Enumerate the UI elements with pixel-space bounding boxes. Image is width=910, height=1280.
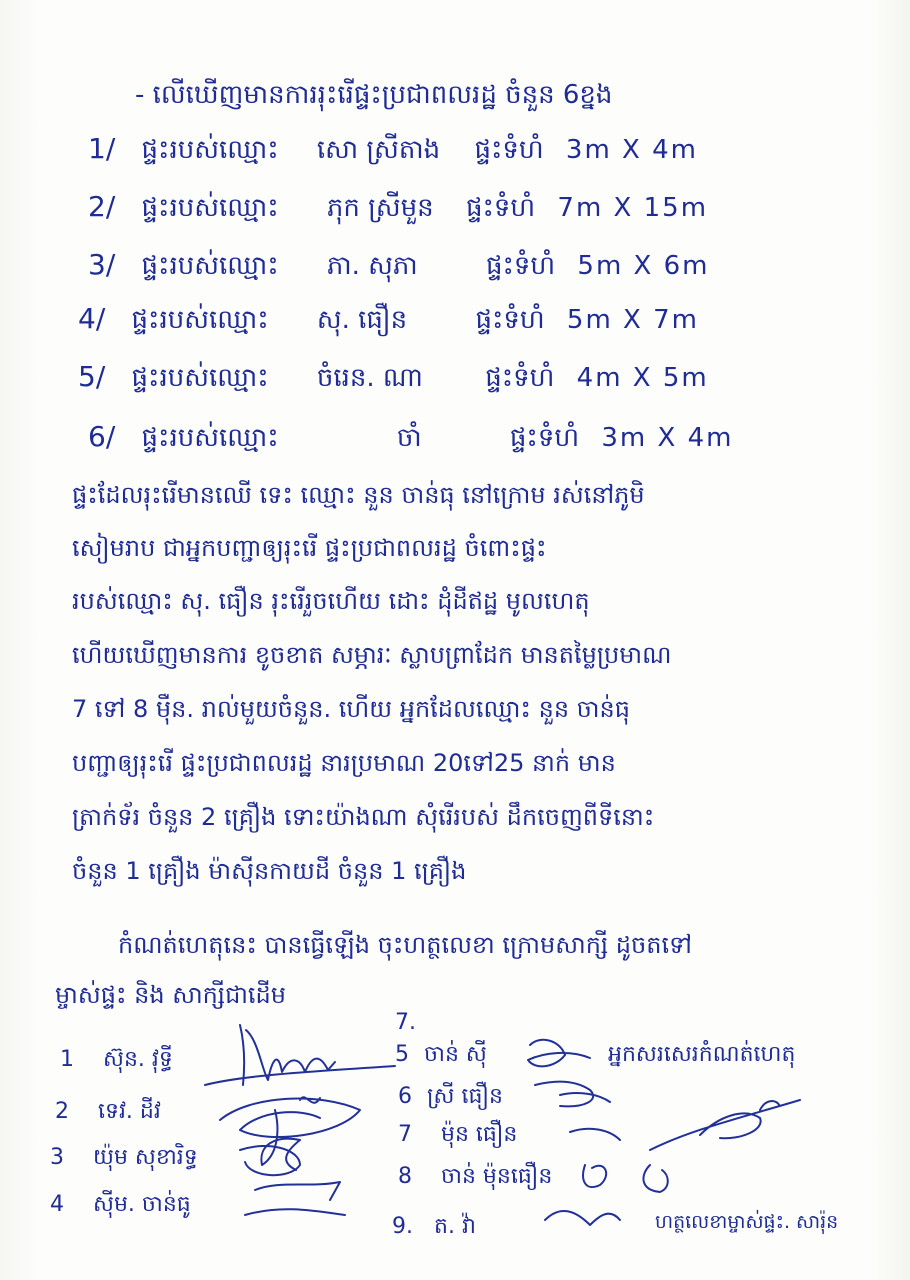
row-index: 5/ xyxy=(78,360,106,393)
report-title: - លើឃើញមានការរុះរើផ្ទះប្រជាពលរដ្ឋ ចំនួន 6ខ្នង xyxy=(135,80,613,110)
house-size: 7m X 15m xyxy=(557,193,709,223)
house-size: 3m X 4m xyxy=(601,423,734,453)
row-index: 6/ xyxy=(88,420,116,453)
owner-name: ភុក ស្រីមួន xyxy=(326,193,434,223)
witness-index: 9. xyxy=(392,1214,413,1239)
paragraph-line: ចំនួន 1 គ្រឿង ម៉ាស៊ីនកាយដី ចំនួន 1 គ្រឿង xyxy=(72,857,467,885)
house-size: 5m X 6m xyxy=(577,251,710,281)
size-label: ផ្ទះទំហំ xyxy=(474,135,544,165)
house-size: 5m X 7m xyxy=(566,305,700,335)
owner-name: សោ ស្រីតាង xyxy=(316,135,441,165)
witness-index: 6 xyxy=(398,1084,412,1109)
paragraph-line: 7 ទៅ 8 ម៉ឺន. រាល់មួយចំនួន. ហើយ អ្នកដែលឈ្មោះ នួន ចាន់ធុ xyxy=(72,695,630,723)
signature-3 xyxy=(240,1146,345,1215)
witness-name: ស្រី ធឿន xyxy=(427,1084,503,1109)
row-label: ផ្ទះរបស់ឈ្មោះ xyxy=(141,423,279,453)
signature-9 xyxy=(545,1211,620,1225)
paragraph-line: ហើយឃើញមានការ ខូចខាត សម្ភារៈ ស្លាបព្រាដែក មានតម្លៃប្រមាណ xyxy=(72,641,672,669)
row-index: 3/ xyxy=(88,248,116,281)
witness-name: ស៊ុន. វុទ្ធី xyxy=(103,1047,173,1072)
witness-index: 2 xyxy=(55,1099,69,1124)
row-label: ផ្ទះរបស់ឈ្មោះ xyxy=(131,363,269,393)
witness-name: ត. វ៉ា xyxy=(434,1214,476,1239)
signature-1 xyxy=(205,1025,395,1085)
row-label: ផ្ទះរបស់ឈ្មោះ xyxy=(141,135,279,165)
note-owner: ហត្ថលេខាម្ចាស់ផ្ទះ. សារ៉ុន xyxy=(655,1211,839,1233)
row-label: ផ្ទះរបស់ឈ្មោះ xyxy=(141,251,279,281)
row-index: 4/ xyxy=(78,302,106,335)
witness-index: 4 xyxy=(50,1192,64,1217)
size-label: ផ្ទះទំហំ xyxy=(485,251,556,281)
size-label: ផ្ទះទំហំ xyxy=(485,363,555,393)
witness-index: 5 xyxy=(395,1042,409,1067)
owner-name: សុ. ធឿន xyxy=(316,305,408,335)
stray-mark: 7. xyxy=(395,1010,416,1035)
row-label: ផ្ទះរបស់ឈ្មោះ xyxy=(131,305,269,335)
paragraph-line: ត្រាក់ទ័រ ចំនួន 2 គ្រឿង ទោះយ៉ាងណា សុំរើរបស់ ដឹកចេញពីទីនោះ xyxy=(72,803,655,831)
signature-7 xyxy=(583,1165,668,1192)
size-label: ផ្ទះទំហំ xyxy=(475,305,545,335)
witness-name: ទេវ. ដីវ xyxy=(98,1099,161,1124)
paragraph-line: បញ្ជាឲ្យរុះរើ ផ្ទះប្រជាពលរដ្ឋ នារប្រមាណ 20ទៅ25 នាក់ មាន xyxy=(72,749,616,777)
house-size: 3m X 4m xyxy=(565,135,699,165)
note-recorder: អ្នកសរសេរកំណត់ហេតុ xyxy=(608,1042,796,1067)
witness-name: ចាន់ ម៉ុនធឿន xyxy=(441,1164,553,1189)
signature-6 xyxy=(570,1129,620,1140)
witness-index: 1 xyxy=(60,1047,74,1072)
owner-name: ភា. សុភា xyxy=(326,251,418,281)
signature-5 xyxy=(535,1082,610,1107)
house-size: 4m X 5m xyxy=(576,363,709,393)
row-index: 1/ xyxy=(88,132,116,165)
witness-name: ម៉ុន ធឿន xyxy=(441,1122,518,1147)
signature-2 xyxy=(220,1097,360,1170)
signature-4 xyxy=(528,1040,590,1067)
witness-name: ចាន់ ស៊ី xyxy=(424,1042,487,1067)
row-label: ផ្ទះរបស់ឈ្មោះ xyxy=(141,193,279,223)
witness-name: ស៊ីម. ចាន់ធូ xyxy=(93,1192,191,1217)
signature-8 xyxy=(650,1100,800,1150)
owner-name: ចំរេន. ណា xyxy=(316,363,423,393)
paragraph-line: ផ្ទះដែលរុះរើមានឈើ ទេះ ឈ្មោះ នួន ចាន់ធុ នៅក្រោម រស់នៅភូមិ xyxy=(72,481,645,509)
paragraph-line: ម្ចាស់ផ្ទះ និង សាក្សីជាដើម xyxy=(55,981,286,1009)
paragraph-line: សៀមរាប ជាអ្នកបញ្ជាឲ្យរុះរើ ផ្ទះប្រជាពលរដ្ឋ ចំពោះផ្ទះ xyxy=(72,534,547,562)
witness-index: 3 xyxy=(50,1145,64,1170)
size-label: ផ្ទះទំហំ xyxy=(465,193,536,223)
witness-name: យ៉ុម សុខារិទ្ធ xyxy=(93,1145,198,1170)
row-index: 2/ xyxy=(88,190,116,223)
paragraph-line: របស់ឈ្មោះ សុ. ធឿន រុះរើរួចហើយ ដោះ ដុំដីឥដ្ឋ មូលហេតុ xyxy=(72,587,590,615)
size-label: ផ្ទះទំហំ xyxy=(509,423,580,453)
witness-index: 8 xyxy=(398,1164,412,1189)
paragraph-line: កំណត់ហេតុនេះ បានធ្វើឡើង ចុះហត្ថលេខា ក្រោមសាក្សី ដូចតទៅ xyxy=(118,931,692,959)
owner-name: ចាំ xyxy=(396,423,422,453)
witness-index: 7 xyxy=(398,1122,412,1147)
